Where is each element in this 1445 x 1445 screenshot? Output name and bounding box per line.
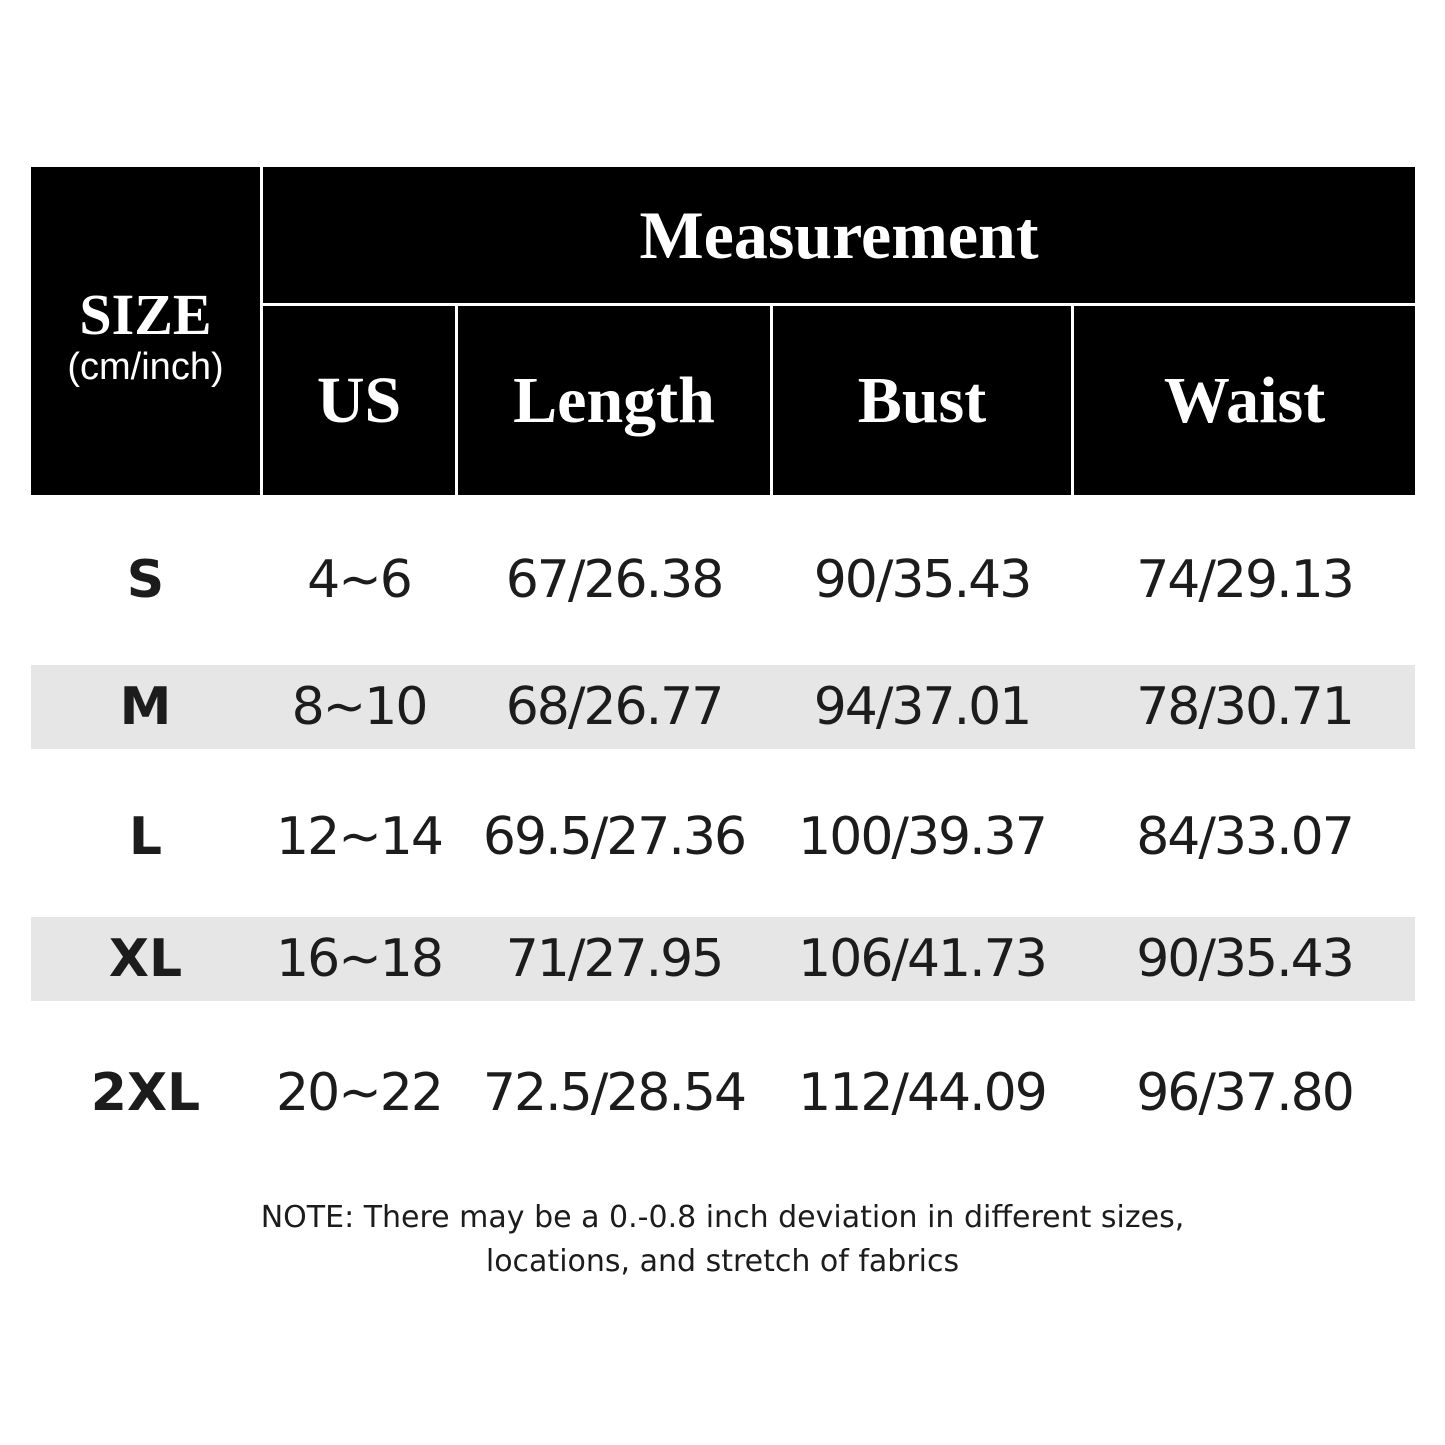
measurement-header: Measurement	[263, 167, 1415, 303]
waist-cell: 74/29.13	[1136, 550, 1353, 610]
length-cell: 71/27.95	[505, 929, 723, 989]
bust-cell: 112/44.09	[798, 1063, 1046, 1123]
size-cell: L	[128, 807, 163, 867]
size-header-title: SIZE	[79, 282, 212, 347]
bust-cell: 94/37.01	[813, 677, 1031, 737]
us-cell: 12~14	[276, 807, 442, 867]
us-cell: 16~18	[276, 929, 442, 989]
length-cell: 69.5/27.36	[482, 807, 746, 867]
us-cell: 4~6	[307, 550, 411, 610]
size-cell: XL	[108, 929, 183, 989]
table-row	[31, 665, 1415, 749]
size-cell: M	[119, 677, 172, 737]
bust-cell: 100/39.37	[798, 807, 1046, 867]
column-header-length: Length	[458, 306, 770, 495]
note-line-2: locations, and stretch of fabrics	[485, 1244, 960, 1279]
length-cell: 67/26.38	[505, 550, 723, 610]
waist-cell: 90/35.43	[1136, 929, 1353, 989]
length-cell: 68/26.77	[505, 677, 723, 737]
size-header-unit: (cm/inch)	[67, 346, 224, 388]
column-header-waist: Waist	[1074, 306, 1415, 495]
waist-cell: 96/37.80	[1136, 1063, 1353, 1123]
size-header-cell	[31, 167, 260, 495]
length-cell: 72.5/28.54	[482, 1063, 746, 1123]
table-row	[31, 917, 1415, 1001]
bust-cell: 106/41.73	[798, 929, 1046, 989]
us-cell: 20~22	[276, 1063, 442, 1123]
deviation-note	[0, 1196, 1445, 1284]
us-cell: 8~10	[291, 677, 427, 737]
bust-cell: 90/35.43	[813, 550, 1031, 610]
table-row	[31, 538, 1415, 622]
column-header-bust: Bust	[773, 306, 1071, 495]
note-line-1: NOTE: There may be a 0.-0.8 inch deviation in different sizes,	[260, 1200, 1185, 1235]
table-row	[31, 795, 1415, 879]
table-row	[31, 1051, 1415, 1135]
size-cell: S	[126, 550, 165, 610]
waist-cell: 78/30.71	[1136, 677, 1353, 737]
column-header-us: US	[263, 306, 455, 495]
waist-cell: 84/33.07	[1136, 807, 1353, 867]
size-chart-header	[31, 167, 1415, 495]
size-cell: 2XL	[90, 1063, 201, 1123]
